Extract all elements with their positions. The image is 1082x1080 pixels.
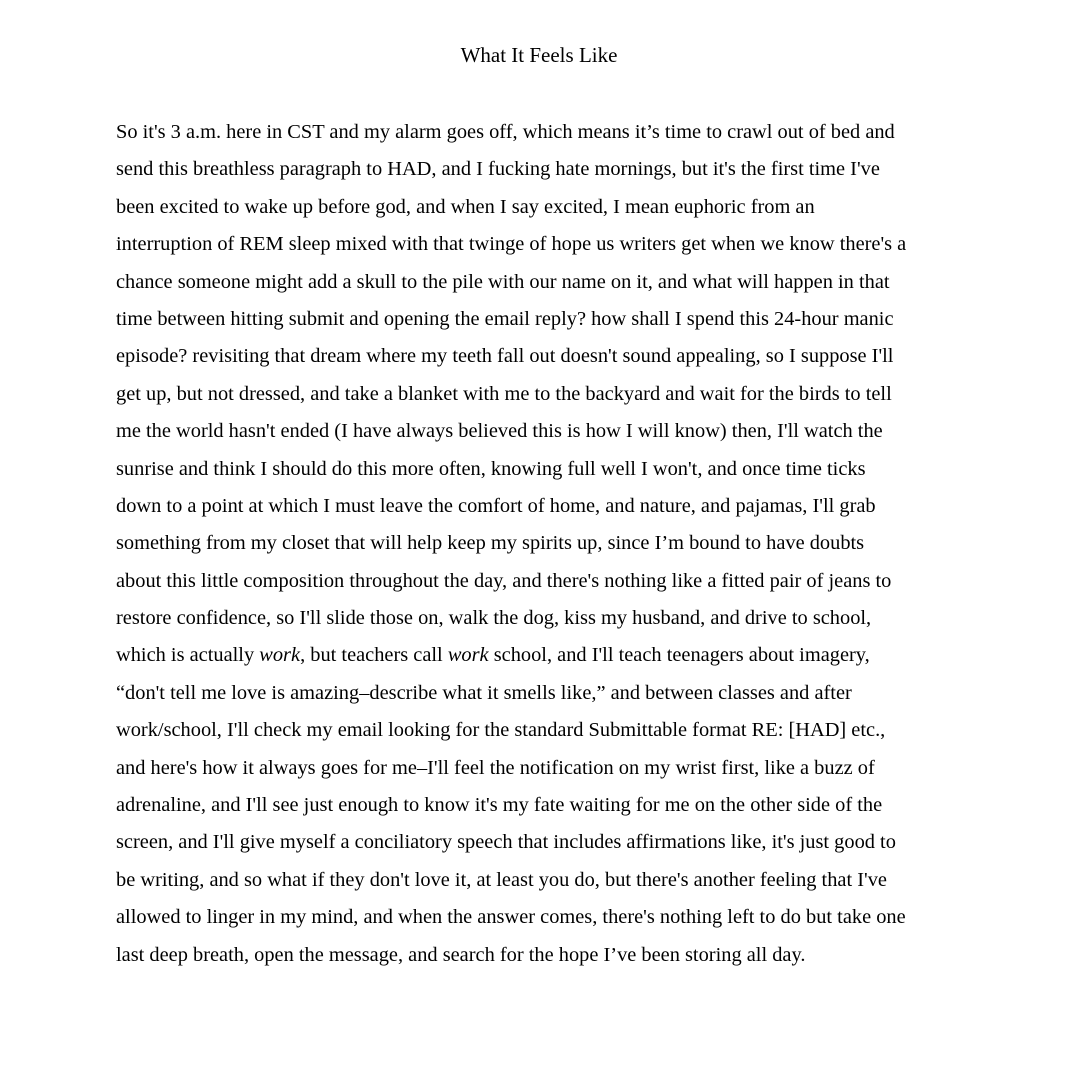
paragraph-line: So it's 3 a.m. here in CST and my alarm goes off, which means it’s time to crawl out of bed and — [116, 121, 895, 143]
body-paragraph — [116, 114, 966, 974]
paragraph-line: last deep breath, open the message, and search for the hope I’ve been storing all day. — [116, 943, 806, 966]
paragraph-line: chance someone might add a skull to the pile with our name on it, and what will happen in that — [116, 270, 890, 293]
italic-word: work — [259, 644, 301, 667]
paragraph-line: send this breathless paragraph to HAD, and I fucking hate mornings, but it's the first time I've — [116, 158, 880, 181]
paragraph-line: allowed to linger in my mind, and when the answer comes, there's nothing left to do but take one — [116, 906, 906, 929]
paragraph-line: be writing, and so what if they don't love it, at least you do, but there's another feeling that I've — [116, 868, 887, 891]
page-title: What It Feels Like — [460, 43, 618, 67]
paragraph-line: been excited to wake up before god, and when I say excited, I mean euphoric from an — [116, 195, 815, 218]
paragraph-line: get up, but not dressed, and take a blanket with me to the backyard and wait for the birds to tell — [116, 382, 892, 405]
paragraph-line: episode? revisiting that dream where my teeth fall out doesn't sound appealing, so I suppose I'll — [116, 345, 894, 368]
paragraph-line: me the world hasn't ended (I have always believed this is how I will know) then, I'll watch the — [116, 420, 883, 443]
paragraph-line: “don't tell me love is amazing–describe what it smells like,” and between classes and after — [116, 681, 852, 704]
line-segment: , but teachers call — [300, 644, 448, 667]
paragraph-line: screen, and I'll give myself a conciliatory speech that includes affirmations like, it's just good to — [116, 831, 896, 854]
line-segment: school, and I'll teach teenagers about imagery, — [488, 644, 870, 667]
paragraph-line: restore confidence, so I'll slide those on, walk the dog, kiss my husband, and drive to school, — [116, 607, 872, 630]
paragraph-line: down to a point at which I must leave the comfort of home, and nature, and pajamas, I'll grab — [116, 494, 876, 517]
paragraph-line: something from my closet that will help keep my spirits up, since I’m bound to have doubts — [116, 532, 865, 555]
paragraph-line: sunrise and think I should do this more often, knowing full well I won't, and once time ticks — [116, 457, 866, 480]
paragraph-line: work/school, I'll check my email looking for the standard Submittable format RE: [HAD] etc., — [116, 719, 886, 742]
paragraph-line: time between hitting submit and opening the email reply? how shall I spend this 24-hour manic — [116, 307, 894, 330]
paragraph-line: and here's how it always goes for me–I'll feel the notification on my wrist first, like a buzz of — [116, 756, 875, 779]
paragraph-line: about this little composition throughout the day, and there's nothing like a fitted pair of jeans to — [116, 569, 892, 592]
paragraph-line: adrenaline, and I'll see just enough to know it's my fate waiting for me on the other side of the — [116, 794, 883, 817]
paragraph-line: interruption of REM sleep mixed with that twinge of hope us writers get when we know there's a — [116, 233, 907, 256]
paragraph-line-italic — [116, 637, 966, 674]
italic-word: work — [447, 644, 489, 667]
line-segment: which is actually — [116, 644, 260, 667]
